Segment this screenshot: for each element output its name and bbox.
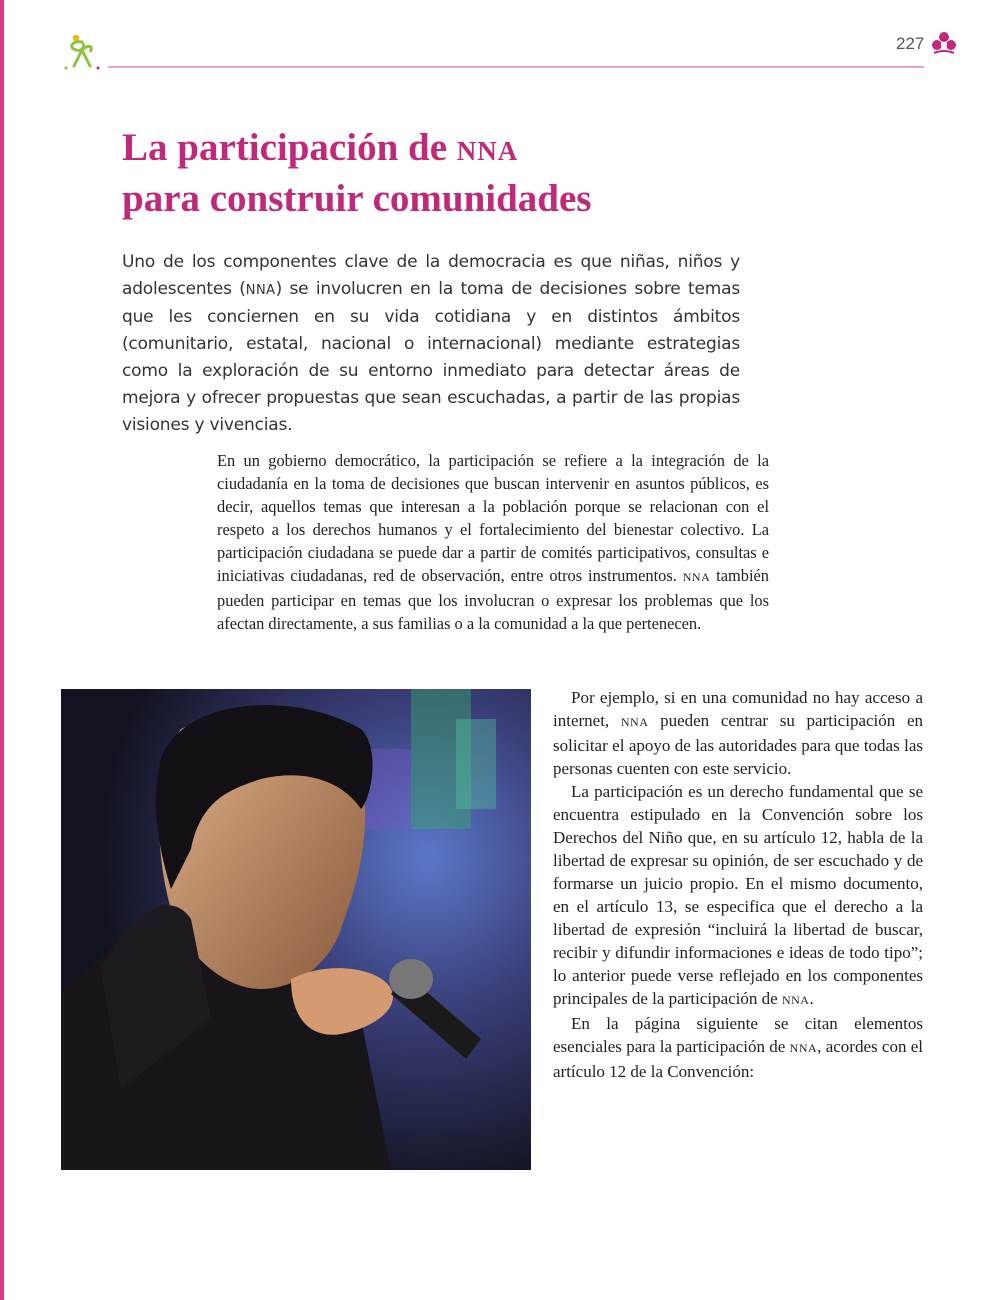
definition-paragraph — [217, 449, 769, 635]
body-paragraph-3 — [553, 1012, 923, 1083]
page-number: 227 — [896, 34, 925, 53]
p3-acronym: NNA — [789, 1041, 818, 1055]
p1-text-a: Por ejemplo, si en una comunidad no hay acceso a internet, — [553, 688, 923, 730]
definition-acronym: NNA — [682, 570, 711, 584]
p2-acronym: NNA — [781, 993, 810, 1007]
speaker-photo-image — [61, 689, 531, 1170]
p3-text-a: En la página siguiente se citan elementos esenciales para la participación de — [553, 1014, 923, 1056]
body-paragraph-1 — [553, 686, 923, 780]
p1-acronym: NNA — [620, 715, 649, 729]
p1-text-b: pueden centrar su participación en solicitar el apoyo de las autoridades para que todas las personas cuenten con este servicio. — [553, 711, 924, 778]
body-paragraph-2 — [553, 780, 923, 1012]
header-rule — [108, 66, 924, 68]
p3-text-b: , acordes con el artículo 12 de la Convención: — [553, 1037, 923, 1081]
p2-text-a: La participación es un derecho fundamental que se encuentra estipulado en la Convención sobre los Derechos del Niño que, en su artículo 12, habla de la libertad de expresar su opinión, de ser escuchado y de formarse un juicio propio. En el mismo documento, en el artículo 13, se especifica que el derecho a la libertad de expresión “incluirá la libertad de buscar, recibir y difundir informaciones e ideas de todo tipo”; lo anterior puede verse reflejado en los componentes principales de la participación de — [553, 782, 923, 1008]
definition-text-part2: también pueden participar en temas que los involucran o expresar los problemas que los afectan directamente, a sus familias o a la comunidad a la que pertenecen. — [217, 566, 769, 633]
intro-paragraph — [122, 249, 740, 439]
body-column — [553, 686, 923, 1083]
intro-text-part2: ) se involucren en la toma de decisiones sobre temas que les conciernen en su vida cotidiana y en distintos ámbitos (comunitario, estatal, nacional o internacional) mediante estrategias como la exploración de su entorno inmediato para detectar áreas de mejora y ofrecer propuestas que sean escuchadas, a partir de las propias visiones y vivencias. — [122, 279, 740, 435]
figure-logo-icon — [62, 32, 102, 72]
title-acronym: NNA — [456, 136, 519, 166]
title-line1-text: La participación de — [122, 126, 457, 169]
p2-text-b: . — [809, 989, 814, 1008]
page-edge-stripe — [0, 0, 4, 1300]
speaker-photo — [61, 689, 531, 1170]
page-title — [122, 124, 882, 222]
definition-text-part1: En un gobierno democrático, la participación se refiere a la integración de la ciudadanía en la toma de decisiones que buscan intervenir en asuntos públicos, es decir, aquellos temas que interesan a la población porque se relacionan con el respeto a los derechos humanos y el fortalecimiento del bienestar colectivo. La participación ciudadana se puede dar a partir de comités participativos, consultas e iniciativas ciudadanas, red de observación, entre otros instrumentos. — [217, 451, 769, 585]
flower-logo-icon — [930, 31, 958, 57]
intro-acronym: NNA — [245, 283, 276, 298]
intro-text-part1: Uno de los componentes clave de la democracia es que niñas, niños y adolescentes ( — [122, 252, 740, 299]
title-line2-text: para construir comunidades — [122, 177, 592, 220]
